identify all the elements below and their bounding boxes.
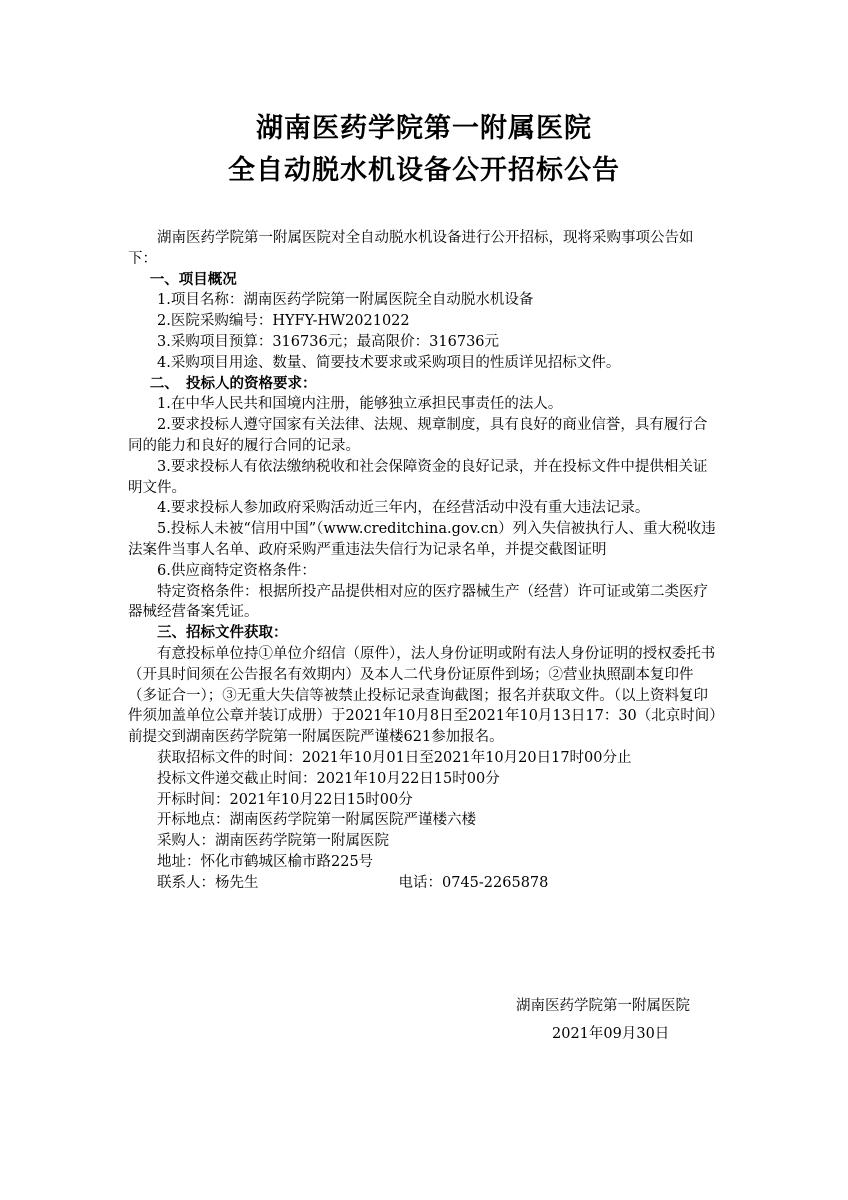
section2-item: 1.在中华人民共和国境内注册，能够独立承担民事责任的法人。 bbox=[157, 396, 563, 413]
section2-item: 5.投标人未被“信用中国”（www.creditchina.gov.cn）列入失信被执行人、重大税收违法案件当事人名单、政府采购严重违法失信行为记录名单，并提交截图证明 bbox=[128, 521, 716, 558]
section3-paragraph: 获取招标文件的时间：2021年10月01日至2021年10月20日17时00分止 bbox=[157, 749, 632, 766]
section1-item: 4.采购项目用途、数量、简要技术要求或采购项目的性质详见招标文件。 bbox=[157, 354, 621, 371]
address: 地址：怀化市鹤城区榆市路225号 bbox=[157, 853, 374, 870]
section3-paragraph: 有意投标单位持①单位介绍信（原件），法人身份证明或附有法人身份证明的授权委托书（开具时间须在公告报名有效期内）及本人二代身份证原件到场；②营业执照副本复印件（多证合一）；③无重大失信等被禁止投标记录查询截图；报名并获取文件。（以上资料复印件须加盖单位公章并装订成册）于2021年10月8日至2021年10月13日17：30（北京时间）前提交到湖南医药学院第一附属医院严谨楼621参加报名。 bbox=[128, 645, 717, 746]
section3-heading: 三、招标文件获取： bbox=[157, 624, 288, 642]
contact-person: 联系人：杨先生 bbox=[157, 874, 259, 891]
signature-date: 2021年09月30日 bbox=[552, 1026, 670, 1042]
section2-item: 3.要求投标人有依法缴纳税收和社会保障资金的良好记录，并在投标文件中提供相关证明文件。 bbox=[128, 458, 708, 496]
signature-org: 湖南医药学院第一附属医院 bbox=[516, 998, 690, 1014]
section2-heading: 二、 投标人的资格要求： bbox=[149, 374, 317, 392]
section1-item: 2.医院采购编号：HYFY-HW2021022 bbox=[157, 313, 410, 330]
intro-paragraph: 湖南医药学院第一附属医院对全自动脱水机设备进行公开招标，现将采购事项公告如下： bbox=[128, 230, 694, 267]
section2-item: 6.供应商特定资格条件： bbox=[157, 562, 316, 579]
section2-item: 4.要求投标人参加政府采购活动近三年内，在经营活动中没有重大违法记录。 bbox=[157, 500, 650, 517]
document-title-line1: 湖南医药学院第一附属医院 bbox=[256, 113, 592, 144]
contact-phone: 电话：0745-2265878 bbox=[398, 874, 549, 891]
purchaser: 采购人：湖南医药学院第一附属医院 bbox=[157, 833, 389, 850]
opening-place: 开标地点：湖南医药学院第一附属医院严谨楼六楼 bbox=[157, 812, 476, 829]
document-title-line2: 全自动脱水机设备公开招标公告 bbox=[228, 155, 620, 186]
contact-row bbox=[128, 873, 720, 894]
section1-item: 3.采购项目预算：316736元；最高限价：316736元 bbox=[157, 333, 500, 350]
section2-item: 特定资格条件：根据所投产品提供相对应的医疗器械生产（经营）许可证或第二类医疗器械经营备案凭证。 bbox=[128, 583, 708, 621]
document-body bbox=[128, 228, 720, 894]
bid-deadline: 投标文件递交截止时间：2021年10月22日15时00分 bbox=[157, 770, 500, 787]
section1-item: 1.项目名称：湖南医药学院第一附属医院全自动脱水机设备 bbox=[157, 292, 534, 309]
section2-item: 2.要求投标人遵守国家有关法律、法规、规章制度，具有良好的商业信誉，具有履行合同的能力和良好的履行合同的记录。 bbox=[128, 417, 708, 454]
section1-heading: 一、项目概况 bbox=[149, 270, 237, 288]
opening-time: 开标时间：2021年10月22日15时00分 bbox=[157, 791, 413, 808]
